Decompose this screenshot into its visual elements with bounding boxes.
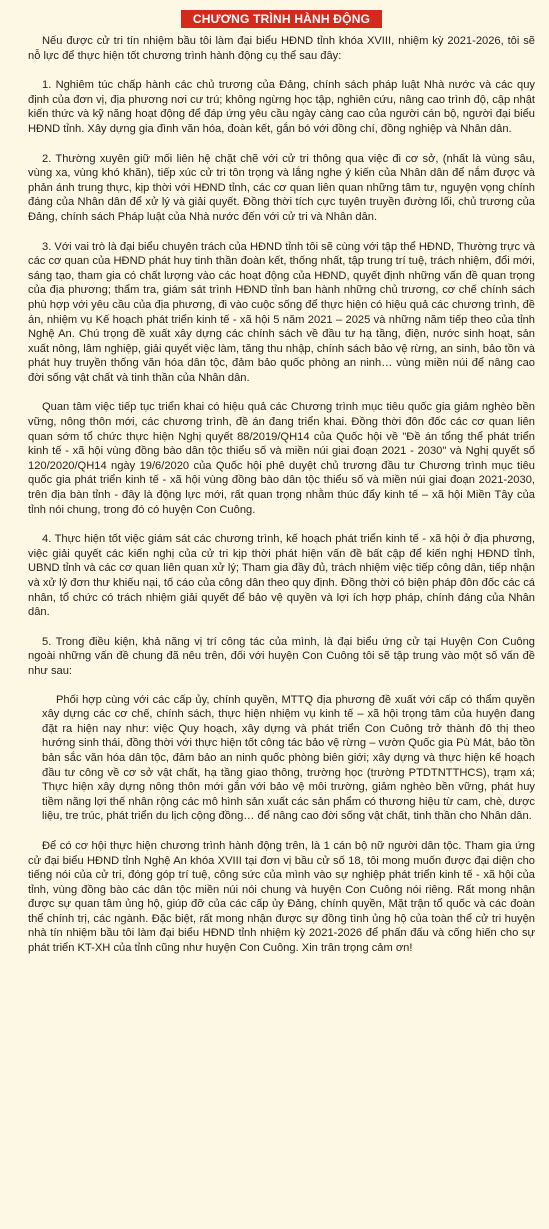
intro-paragraph: Nếu được cử tri tín nhiệm bầu tôi làm đại biểu HĐND tỉnh khóa XVIII, nhiệm kỳ 2021-2026, tôi sẽ nỗ lực để thực hiện tốt chương trình hành động cụ thể sau đây: [28,35,535,62]
paragraph-3-continued: Quan tâm việc tiếp tục triển khai có hiệu quả các Chương trình mục tiêu quốc gia giảm nghèo bền vững, nông thôn mới, các chương trình, đề án đang triển khai. Đồng thời đôn đốc các cơ quan liên quan sớm tổ chức thực hiện Nghị quyết 88/2019/QH14 của Quốc hội về "Đề án tổng thể phát triển kinh tế - xã hội vùng đồng bào dân tộc thiểu số và miền núi giai đoạn 2021 - 2030" và Nghị quyết số 120/2020/QH14 ngày 19/6/2020 của Quốc hội phê duyệt chủ trương đầu tư Chương trình mục tiêu quốc gia phát triển kinh tế - xã hội vùng đồng bào dân tộc thiểu số và miền núi giai đoạn 2021-2030, trên địa bàn tỉnh - đây là động lực mới, rất quan trọng nhằm thúc đẩy kinh tế – xã hội Miền Tây của tỉnh nói chung, trong đó có huyện Con Cuông. [28,401,535,516]
page-title: CHƯƠNG TRÌNH HÀNH ĐỘNG [181,10,382,28]
closing-paragraph: Để có cơ hội thực hiện chương trình hành động trên, là 1 cán bộ nữ người dân tộc. Tham gia ứng cử đại biểu HĐND tỉnh Nghệ An khóa XVIII tại đơn vị bầu cử số 18, tôi mong muốn được đại diện cho tiếng nói của cử tri, đóng góp trí tuệ, công sức của mình vào sự nghiệp phát triển kinh tế - xã hội của tỉnh, vùng đồng bào các dân tộc miền núi nói chung và huyện Con Cuông nói riêng. Rất mong nhận được sự quan tâm ủng hộ, giúp đỡ của các cấp ủy Đảng, chính quyền, Mặt trận tổ quốc và các đoàn thể chính trị, các ngành. Đặc biệt, rất mong nhận được sự đồng tình ủng hộ của toàn thể cử tri huyện nhà tín nhiệm bầu tôi làm đại biểu HĐND tỉnh nhiệm kỳ 2021-2026 để phấn đấu và cống hiến cho sự phát triển KT-XH của tỉnh cũng như huyện Con Cuông. Xin trân trọng cảm ơn! [28,839,535,955]
title-wrap [28,10,535,28]
paragraph-5-detail: Phối hợp cùng với các cấp ủy, chính quyền, MTTQ địa phương đề xuất với cấp có thẩm quyền xây dựng các cơ chế, chính sách, thực hiện nhiệm vụ kinh tế – xã hội trọng tâm của huyện đang đặt ra hiện nay như: việc Quy hoạch, xây dựng và phát triển Con Cuông trở thành đô thị theo hướng sinh thái, đồng thời với thực hiện tốt công tác bảo vệ rừng – vườn Quốc gia Pù Mát, bảo tồn bản sắc văn hóa dân tộc, đảm bảo an ninh quốc phòng biên giới; xây dựng và thực hiện kế hoạch đầu tư công về cơ sở vật chất, hạ tầng giao thông, trường học (trường PTDTNTTHCS), trạm xá; Thực hiện xây dựng nông thôn mới gắn với bảo vệ môi trường, giảm nghèo bền vững, phát huy tiềm năng lợi thế nhân rộng các mô hình sản xuất các sản phẩm có thương hiệu từ cam, chè, dược liệu, tre trúc, phát triển du lịch cộng đồng… để nâng cao đời sống vật chất, tinh thần cho Nhân dân. [42,693,535,823]
paragraph-1: 1. Nghiêm túc chấp hành các chủ trương của Đảng, chính sách pháp luật Nhà nước và các quy định của đơn vị, địa phương nơi cư trú; không ngừng học tập, nghiên cứu, nâng cao trình độ, cập nhật kiến thức và kỹ năng hoạt động để đáp ứng yêu cầu ngày càng cao của người cán bộ, người đại biểu HĐND tỉnh. Xây dựng gia đình văn hóa, đoàn kết, gắn bó với đồng chí, đồng nghiệp và Nhân dân. [28,79,535,135]
paragraph-5: 5. Trong điều kiện, khả năng vị trí công tác của mình, là đại biểu ứng cử tại Huyện Con Cuông ngoài những vấn đề chung đã nêu trên, đối với huyện Con Cuông tôi sẽ tập trung vào một số vấn đề như sau: [28,635,535,677]
paragraph-2: 2. Thường xuyên giữ mối liên hệ chặt chẽ với cử tri thông qua việc đi cơ sở, (nhất là vùng sâu, vùng xa, vùng khó khăn), tiếp xúc cử tri tôn trọng và lắng nghe ý kiến của Nhân dân để nắm được và phản ánh trung thực, kịp thời với HĐND tỉnh, các cơ quan liên quan những tâm tư, nguyện vọng chính đáng của Nhân dân để xử lý và giải quyết. Đồng thời tích cực tuyên truyền đường lối, chủ trương của Đảng, chính sách Pháp luật của Nhà nước đến với cử tri và Nhân dân. [28,152,535,223]
paragraph-3: 3. Với vai trò là đại biểu chuyên trách của HĐND tỉnh tôi sẽ cùng với tập thể HĐND, Thường trực và các cơ quan của HĐND phát huy tinh thần đoàn kết, thống nhất, tập trung trí tuệ, trách nhiệm, đổi mới, sáng tạo, tham gia có chất lượng vào các hoạt động của HĐND, quyết định những vấn đề quan trọng của địa phương; thẩm tra, giám sát trình HĐND tỉnh ban hành những chủ trương, cơ chế chính sách phù hợp với yêu cầu của địa phương, đi vào cuộc sống để thực hiện có hiệu quả các chương trình, đề án, nhiệm vụ Kế hoạch phát triển kinh tế - xã hội 5 năm 2021 – 2025 và những năm tiếp theo của tỉnh Nghệ An. Chú trọng đề xuất xây dựng các chính sách về đầu tư hạ tầng, điện, nước sinh hoạt, sản xuất nông, lâm nghiệp, giải quyết việc làm, tăng thu nhập, chính sách bảo vệ rừng, an sinh, bảo tồn và phát huy truyền thống văn hóa dân tộc, đảm bảo quốc phòng an ninh… vùng miền núi để nâng cao đời sống vật chất và tinh thần của Nhân dân. [28,240,535,384]
paragraph-4: 4. Thực hiện tốt việc giám sát các chương trình, kế hoạch phát triển kinh tế - xã hội ở địa phương, việc giải quyết các kiến nghị của cử tri kịp thời phát hiện vấn đề bất cập để kiến nghị HĐND tỉnh, UBND tỉnh và các cơ quan liên quan xử lý; Tham gia đầy đủ, trách nhiệm việc tiếp công dân, tiếp nhận và xử lý đơn thư khiếu nại, tố cáo của công dân theo quy định. Đồng thời có biện pháp đôn đốc các cá nhân, tổ chức có trách nhiệm giải quyết để bảo vệ quyền và lợi ích hợp pháp, chính đáng của Nhân dân. [28,533,535,619]
